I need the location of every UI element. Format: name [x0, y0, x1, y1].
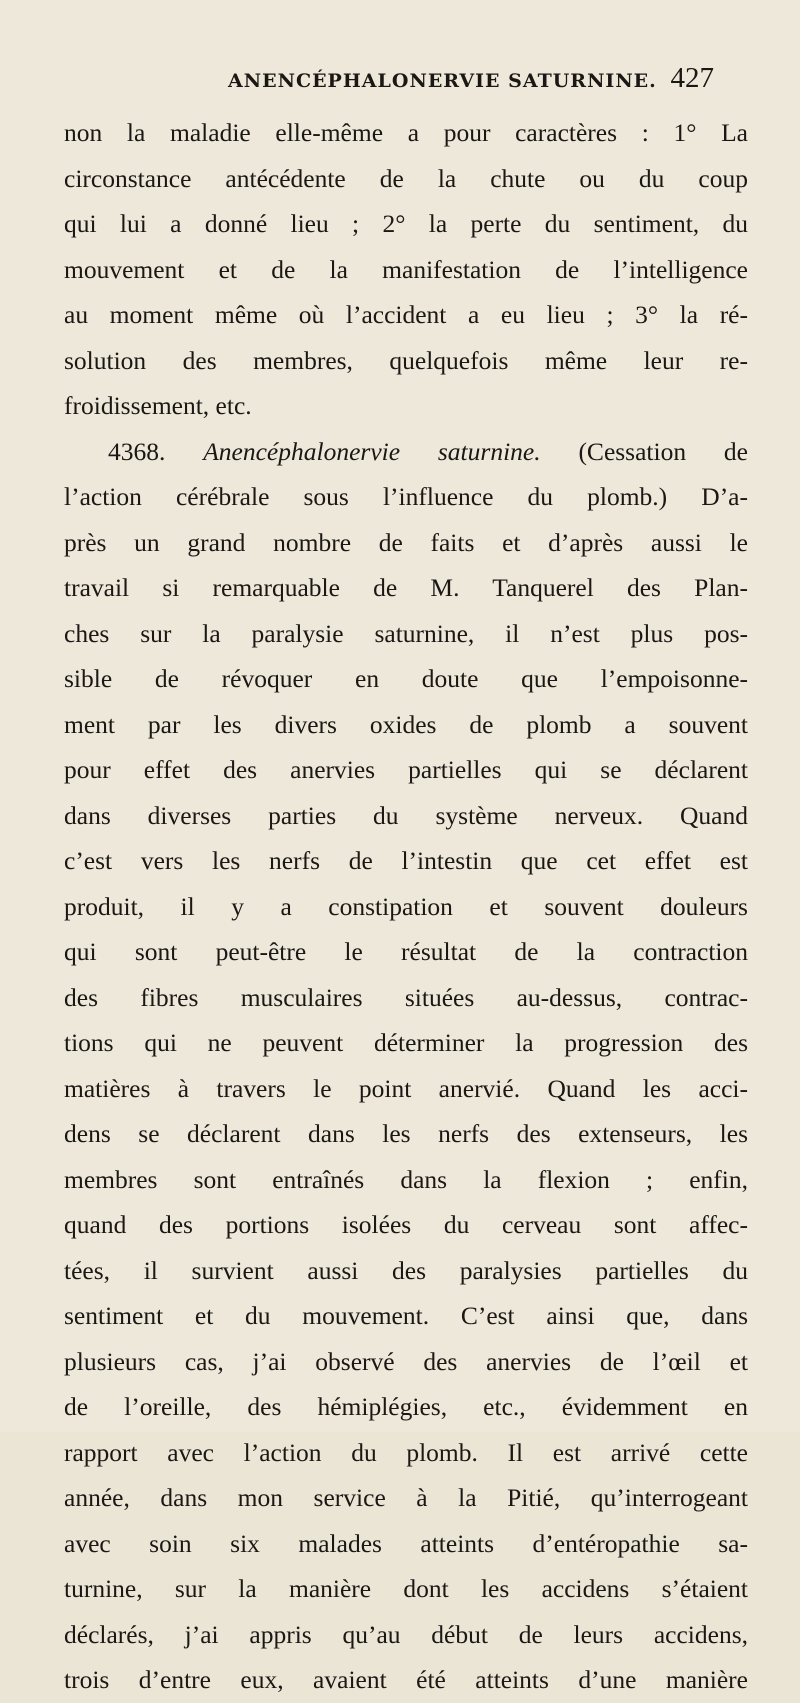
text-line: près un grand nombre de faits et d’après aussi le: [64, 527, 748, 557]
page-header: [120, 60, 712, 100]
text-line: ment par les divers oxides de plomb a souvent: [64, 709, 748, 739]
text-line: dans diverses parties du système nerveux. Quand: [64, 800, 748, 830]
text-line: tions qui ne peuvent déterminer la progression des: [64, 1028, 748, 1057]
text-line: dens se déclarent dans les nerfs des extenseurs, les: [64, 1119, 748, 1148]
text-line: pour effet des anervies partielles qui se déclarent: [64, 755, 748, 784]
text-line: ches sur la paralysie saturnine, il n’est plus pos-: [64, 618, 748, 648]
text-line: matières à travers le point anervié. Quand les acci-: [64, 1073, 748, 1103]
section-title: Anencéphalonervie saturnine.: [203, 436, 541, 466]
text-line: solution des membres, quelquefois même leur re-: [64, 345, 748, 375]
text-line: produit, il y a constipation et souvent douleurs: [64, 891, 748, 921]
running-title: ANENCÉPHALONERVIE SATURNINE.: [228, 70, 657, 92]
section-heading-line: [64, 429, 748, 475]
text-line: au moment même où l’accident a eu lieu ; 3° la ré-: [64, 300, 748, 329]
text-line: circonstance antécédente de la chute ou du coup: [64, 163, 748, 193]
text-line: quand des portions isolées du cerveau sont affec-: [64, 1210, 748, 1239]
text-line: année, dans mon service à la Pitié, qu’interrogeant: [64, 1483, 748, 1512]
text-line: plusieurs cas, j’ai observé des anervies de l’œil et: [64, 1346, 748, 1376]
text-line: de l’oreille, des hémiplégies, etc., évidemment en: [64, 1392, 748, 1421]
text-line: rapport avec l’action du plomb. Il est arrivé cette: [64, 1437, 748, 1467]
text-line: qui sont peut-être le résultat de la contraction: [64, 937, 748, 966]
section-number: 4368.: [108, 436, 166, 466]
text-line: c’est vers les nerfs de l’intestin que cet effet est: [64, 846, 748, 875]
text-line: sentiment et du mouvement. C’est ainsi que, dans: [64, 1301, 748, 1330]
text-line: mouvement et de la manifestation de l’intelligence: [64, 254, 748, 284]
text-line: non la maladie elle-même a pour caractères : 1° La: [64, 118, 748, 147]
body-text: [64, 110, 748, 1703]
text-line: des fibres musculaires situées au-dessus, contrac-: [64, 982, 748, 1012]
page-number: 427: [670, 62, 714, 94]
text-line: tées, il survient aussi des paralysies partielles du: [64, 1255, 748, 1285]
text-line: turnine, sur la manière dont les accidens s’étaient: [64, 1574, 748, 1603]
text-line: trois d’entre eux, avaient été atteints d’une manière: [64, 1665, 748, 1694]
text-line: avec soin six malades atteints d’entéropathie sa-: [64, 1528, 748, 1558]
text-line: déclarés, j’ai appris qu’au début de leurs accidens,: [64, 1619, 748, 1649]
text-line: qui lui a donné lieu ; 2° la perte du sentiment, du: [64, 209, 748, 238]
section-heading-rest: (Cessation de: [578, 436, 748, 466]
text-line: membres sont entraînés dans la flexion ; enfin,: [64, 1164, 748, 1194]
text-line: l’action cérébrale sous l’influence du plomb.) D’a-: [64, 482, 748, 511]
text-line: froidissement, etc.: [64, 391, 252, 420]
text-line: sible de révoquer en doute que l’empoisonne-: [64, 664, 748, 693]
text-line: travail si remarquable de M. Tanquerel des Plan-: [64, 573, 748, 602]
